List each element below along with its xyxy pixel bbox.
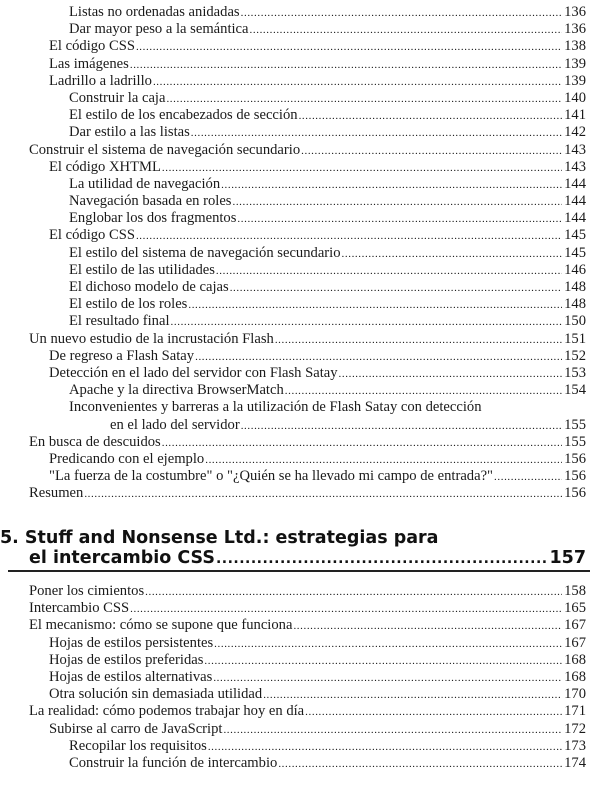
toc-entry bbox=[0, 583, 586, 600]
toc-entry bbox=[0, 245, 586, 262]
toc-entry bbox=[0, 159, 586, 176]
toc-entry-title: Listas no ordenadas anidadas bbox=[69, 4, 240, 20]
toc-entry bbox=[0, 90, 586, 107]
toc-entry-title: El dichoso modelo de cajas bbox=[69, 279, 229, 295]
toc-page-number: 154 bbox=[564, 382, 586, 399]
toc-entry bbox=[0, 485, 586, 502]
dot-leader bbox=[250, 21, 563, 39]
toc-entry-title: Construir la función de intercambio bbox=[69, 754, 278, 771]
dot-leader bbox=[216, 548, 548, 569]
toc-entry bbox=[0, 755, 586, 772]
chapter-page-number: 157 bbox=[549, 548, 586, 568]
toc-entry bbox=[0, 721, 586, 738]
dot-leader bbox=[232, 193, 562, 211]
toc-entry bbox=[0, 38, 586, 55]
toc-page-number: 168 bbox=[564, 668, 586, 685]
toc-entry-title: Hojas de estilos alternativas bbox=[49, 668, 213, 685]
dot-leader bbox=[204, 652, 562, 670]
toc-entry-title: El mecanismo: cómo se supone que funciona bbox=[29, 617, 293, 634]
toc-entry bbox=[0, 382, 586, 399]
toc-entry-title: Construir el sistema de navegación secundario bbox=[29, 141, 301, 158]
dot-leader bbox=[216, 262, 562, 280]
chapter-title-line2: el intercambio CSS bbox=[29, 548, 215, 568]
dot-leader bbox=[153, 73, 562, 91]
dot-leader bbox=[285, 382, 562, 400]
dot-leader bbox=[237, 210, 562, 228]
toc-entry-title: Dar estilo a las listas bbox=[69, 124, 190, 141]
toc-page-number: 153 bbox=[564, 364, 586, 381]
toc-entry-title: Navegación basada en roles bbox=[69, 193, 232, 210]
toc-page-number: 156 bbox=[564, 485, 586, 502]
toc-page-number: 155 bbox=[564, 433, 586, 450]
dot-leader bbox=[188, 296, 562, 314]
toc-entry bbox=[0, 468, 586, 485]
dot-leader bbox=[221, 176, 562, 194]
toc-entry-title: Las imágenes bbox=[49, 55, 129, 72]
toc-entry bbox=[0, 617, 586, 634]
toc-page-number: 171 bbox=[564, 703, 586, 720]
dot-leader bbox=[130, 56, 562, 74]
toc-page-number: 144 bbox=[564, 175, 586, 192]
toc-page-number: 136 bbox=[564, 4, 586, 20]
dot-leader bbox=[213, 669, 562, 687]
toc-page-number: 141 bbox=[564, 107, 586, 124]
toc-entry-title: "La fuerza de la costumbre" o "¿Quién se ha llevado mi campo de entrada?" bbox=[49, 468, 494, 485]
toc-page-number: 138 bbox=[564, 38, 586, 55]
toc-entry-title: Hojas de estilos persistentes bbox=[49, 634, 214, 651]
toc-entry bbox=[0, 451, 586, 468]
toc-entry-title: Inconvenientes y barreras a la utilización de Flash Satay con detección bbox=[69, 399, 482, 416]
toc-entry-title: El código XHTML bbox=[49, 158, 161, 175]
toc-page-number: 167 bbox=[564, 617, 586, 634]
dot-leader bbox=[208, 738, 562, 756]
dot-leader bbox=[214, 635, 562, 653]
toc-entry-title: El estilo de las utilidades bbox=[69, 261, 215, 278]
dot-leader bbox=[145, 583, 562, 601]
toc-entry bbox=[0, 399, 586, 416]
toc-entry bbox=[0, 176, 586, 193]
dot-leader bbox=[278, 755, 562, 773]
toc-entry bbox=[0, 434, 586, 451]
dot-leader bbox=[84, 485, 562, 503]
dot-leader bbox=[241, 417, 562, 435]
toc-entry-title: Otra solución sin demasiada utilidad bbox=[49, 686, 263, 703]
dot-leader bbox=[293, 617, 562, 635]
dot-leader bbox=[301, 142, 562, 160]
toc-entry bbox=[0, 210, 586, 227]
toc-entry bbox=[0, 56, 586, 73]
dot-leader bbox=[494, 468, 562, 486]
toc-entry-title: El estilo de los encabezados de sección bbox=[69, 107, 298, 124]
dot-leader bbox=[130, 600, 562, 618]
toc-entry-title: Un nuevo estudio de la incrustación Flash bbox=[29, 330, 274, 347]
toc-page-number: 150 bbox=[564, 313, 586, 330]
toc-entry bbox=[0, 635, 586, 652]
dot-leader bbox=[136, 38, 562, 56]
dot-leader bbox=[275, 331, 562, 349]
toc-page-number: 144 bbox=[564, 193, 586, 210]
dot-leader bbox=[342, 245, 563, 263]
toc-page-number: 143 bbox=[564, 158, 586, 175]
toc-entry-title: De regreso a Flash Satay bbox=[49, 347, 195, 364]
toc-entry bbox=[0, 262, 586, 279]
toc-entry-title: Apache y la directiva BrowserMatch bbox=[69, 382, 284, 399]
dot-leader bbox=[305, 703, 562, 721]
toc-page-number: 167 bbox=[564, 634, 586, 651]
toc-entry bbox=[0, 738, 586, 755]
toc-entry bbox=[0, 279, 586, 296]
toc-entry-title: El estilo de los roles bbox=[69, 296, 188, 313]
toc-entry-title: La realidad: cómo podemos trabajar hoy en día bbox=[29, 703, 305, 720]
dot-leader bbox=[166, 90, 562, 108]
toc-entry bbox=[0, 331, 586, 348]
toc-entry-title: El estilo del sistema de navegación secundario bbox=[69, 244, 341, 261]
toc-page-number: 139 bbox=[564, 72, 586, 89]
toc-entry-title: Englobar los dos fragmentos bbox=[69, 210, 237, 227]
toc-entry-title: Hojas de estilos preferidas bbox=[49, 651, 204, 668]
toc-entry-title: La utilidad de navegación bbox=[69, 175, 221, 192]
toc-entry bbox=[0, 600, 586, 617]
toc-page-number: 143 bbox=[564, 141, 586, 158]
dot-leader bbox=[299, 107, 563, 125]
toc-entry bbox=[0, 669, 586, 686]
dot-leader bbox=[191, 124, 562, 142]
toc-entry-title-continued: en el lado del servidor bbox=[110, 416, 240, 433]
toc-entry-title: Ladrillo a ladrillo bbox=[49, 72, 152, 89]
toc-entry bbox=[0, 365, 586, 382]
toc-page-number: 155 bbox=[564, 416, 586, 433]
toc-list-chapter-5 bbox=[0, 583, 586, 772]
dot-leader bbox=[195, 348, 562, 366]
toc-entry-title: Resumen bbox=[29, 485, 84, 502]
toc-page-number: 145 bbox=[564, 227, 586, 244]
toc-page-number: 136 bbox=[564, 21, 586, 38]
dot-leader bbox=[263, 686, 562, 704]
toc-page-number: 144 bbox=[564, 210, 586, 227]
toc-entry-title: Subirse al carro de JavaScript bbox=[49, 720, 223, 737]
dot-leader bbox=[162, 159, 562, 177]
toc-page-number: 168 bbox=[564, 651, 586, 668]
chapter-title-line2-row bbox=[0, 548, 586, 568]
dot-leader bbox=[162, 434, 562, 452]
toc-entry-title: El resultado final bbox=[69, 313, 170, 330]
toc-entry-title: Detección en el lado del servidor con Flash Satay bbox=[49, 364, 338, 381]
toc-page-number: 165 bbox=[564, 600, 586, 617]
toc-page-number: 140 bbox=[564, 89, 586, 106]
toc-entry-title: Predicando con el ejemplo bbox=[49, 450, 205, 467]
toc-entry bbox=[0, 348, 586, 365]
toc-entry bbox=[0, 4, 586, 21]
toc-entry bbox=[0, 686, 586, 703]
toc-entry bbox=[0, 313, 586, 330]
dot-leader bbox=[223, 721, 562, 739]
toc-entry-title: El código CSS bbox=[49, 227, 135, 244]
dot-leader bbox=[171, 313, 563, 331]
toc-entry bbox=[0, 21, 586, 38]
toc-page-number: 148 bbox=[564, 296, 586, 313]
toc-entry bbox=[0, 227, 586, 244]
toc-entry-title: Recopilar los requisitos bbox=[69, 737, 207, 754]
toc-entry bbox=[0, 73, 586, 90]
toc-page-number: 172 bbox=[564, 720, 586, 737]
dot-leader bbox=[230, 279, 562, 297]
toc-page-number: 139 bbox=[564, 55, 586, 72]
toc-page-number: 142 bbox=[564, 124, 586, 141]
toc-entry-title: Dar mayor peso a la semántica bbox=[69, 21, 249, 38]
toc-entry bbox=[0, 142, 586, 159]
toc-page-number: 173 bbox=[564, 737, 586, 754]
toc-entry bbox=[0, 703, 586, 720]
dot-leader bbox=[339, 365, 563, 383]
chapter-heading bbox=[0, 528, 586, 568]
toc-entry bbox=[0, 124, 586, 141]
toc-entry bbox=[0, 107, 586, 124]
toc-page-number: 174 bbox=[564, 754, 586, 771]
toc-entry bbox=[0, 296, 586, 313]
toc-entry-title: El código CSS bbox=[49, 38, 135, 55]
dot-leader bbox=[241, 4, 562, 22]
toc-page-number: 158 bbox=[564, 583, 586, 599]
toc-entry-title: Construir la caja bbox=[69, 89, 166, 106]
toc-entry-title: En busca de descuidos bbox=[29, 433, 161, 450]
toc-page-number: 148 bbox=[564, 279, 586, 295]
toc-entry bbox=[0, 193, 586, 210]
chapter-divider bbox=[8, 570, 590, 572]
toc-page-number: 146 bbox=[564, 261, 586, 278]
toc-page-number: 156 bbox=[564, 450, 586, 467]
toc-entry-continuation bbox=[0, 417, 586, 434]
toc-page-number: 152 bbox=[564, 347, 586, 364]
toc-page-number: 151 bbox=[564, 330, 586, 347]
toc-entry-title: Intercambio CSS bbox=[29, 600, 130, 617]
toc-list-chapter-4 bbox=[0, 4, 586, 502]
toc-page-number: 145 bbox=[564, 244, 586, 261]
dot-leader bbox=[205, 451, 562, 469]
chapter-title-line1: 5. Stuff and Nonsense Ltd.: estrategias para bbox=[0, 528, 439, 548]
toc-page-number: 156 bbox=[564, 468, 586, 485]
dot-leader bbox=[136, 227, 562, 245]
toc-entry bbox=[0, 652, 586, 669]
toc-page-number: 170 bbox=[564, 686, 586, 703]
toc-entry-title: Poner los cimientos bbox=[29, 583, 145, 599]
